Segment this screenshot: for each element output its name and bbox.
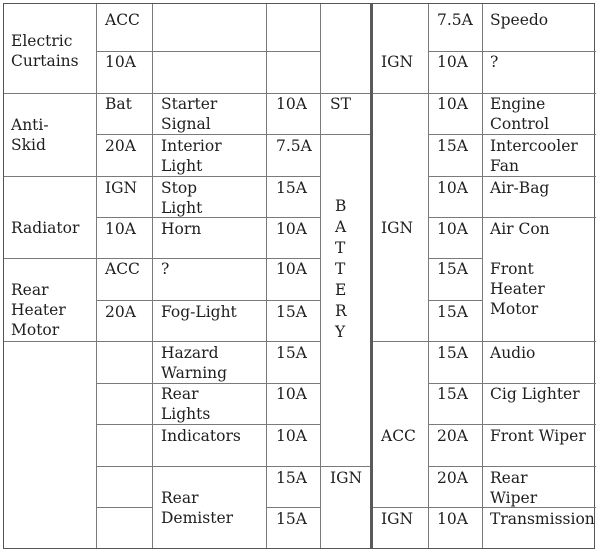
grid-line: [428, 217, 596, 218]
fuse-rating: 20A: [437, 469, 468, 487]
grid-line: [428, 134, 596, 135]
fuse-label: Audio: [490, 344, 536, 362]
fuse-rating: 10A: [276, 220, 307, 238]
fuse-label: Indicators: [161, 427, 241, 445]
fuse-rating: 15A: [276, 344, 307, 362]
fuse-rating: 10A: [437, 179, 468, 197]
grid-line: [96, 217, 320, 218]
supply-label: ACC: [381, 427, 416, 445]
fuse-label: Air Con: [490, 220, 550, 238]
grid-line: [96, 341, 320, 342]
grid-line: [428, 424, 596, 425]
grid-line: [266, 507, 320, 508]
grid-line: [4, 258, 96, 259]
fuse-label: Front Heater Motor: [490, 260, 545, 318]
fuse-label: Intercooler Fan: [490, 137, 578, 175]
battery-letter: A: [335, 218, 347, 236]
fuse-label: Stop Light: [161, 179, 203, 217]
fuse-rating: 15A: [276, 179, 307, 197]
fuse-rating: 15A: [276, 303, 307, 321]
grid-line: [96, 134, 370, 135]
fuse-rating: 10A: [437, 220, 468, 238]
grid-line: [4, 176, 96, 177]
fuse-rating: 10A: [437, 95, 468, 113]
group-rear-heater-motor: Rear Heater Motor: [11, 281, 66, 339]
group-rating: 20A: [105, 137, 136, 155]
supply-label: ACC: [105, 11, 140, 29]
supply-label: IGN: [381, 510, 414, 528]
fuse-label: ?: [490, 53, 499, 71]
st-label: ST: [330, 95, 351, 113]
grid-line: [428, 300, 482, 301]
fuse-rating: 10A: [276, 95, 307, 113]
fuse-rating: 15A: [437, 303, 468, 321]
fuse-label: Interior Light: [161, 137, 222, 175]
fuse-label: Engine Control: [490, 95, 550, 133]
fuse-rating: 15A: [437, 260, 468, 278]
fuse-label: Transmission: [490, 510, 595, 528]
fuse-label: ?: [161, 260, 170, 278]
fuse-label: Rear Lights: [161, 385, 211, 423]
fuse-label: Rear Demister: [161, 489, 234, 527]
grid-line: [4, 341, 96, 342]
fuse-label: Front Wiper: [490, 427, 586, 445]
battery-letter: E: [335, 281, 347, 299]
grid-line: [373, 93, 596, 94]
battery-letter: Y: [335, 323, 346, 341]
fuse-label: Fog-Light: [161, 303, 237, 321]
fuse-label: Speedo: [490, 11, 549, 29]
battery-letter: T: [335, 260, 346, 278]
fuse-rating: 10A: [276, 427, 307, 445]
fuse-rating: 10A: [276, 385, 307, 403]
group-electric-curtains: Electric Curtains: [11, 32, 79, 70]
supply-label: ACC: [105, 260, 140, 278]
group-rating: 10A: [105, 220, 136, 238]
supply-label: Bat: [105, 95, 132, 113]
grid-line: [96, 93, 370, 94]
battery-letter: T: [335, 239, 346, 257]
ign-label: IGN: [330, 469, 363, 487]
group-rating: 10A: [105, 53, 136, 71]
fuse-rating: 7.5A: [276, 137, 312, 155]
battery-letter: B: [335, 197, 347, 215]
grid-line: [373, 507, 596, 508]
fuse-label: Starter Signal: [161, 95, 218, 133]
grid-line: [96, 424, 320, 425]
grid-line: [428, 176, 596, 177]
supply-label: IGN: [381, 53, 414, 71]
fuse-rating: 20A: [437, 427, 468, 445]
fuse-rating: 15A: [276, 469, 307, 487]
grid-line: [96, 466, 370, 467]
fuse-label: Hazard Warning: [161, 344, 228, 382]
fuse-rating: 10A: [437, 53, 468, 71]
grid-line: [370, 4, 373, 548]
fuse-rating: 15A: [437, 137, 468, 155]
group-rating: 20A: [105, 303, 136, 321]
battery-letter: R: [335, 302, 347, 320]
fuse-label: Rear Wiper: [490, 469, 538, 507]
grid-line: [96, 176, 320, 177]
grid-line: [4, 93, 96, 94]
supply-label: IGN: [105, 179, 138, 197]
fuse-rating: 10A: [437, 510, 468, 528]
fuse-rating: 15A: [276, 510, 307, 528]
fuse-label: Air-Bag: [490, 179, 550, 197]
fuse-rating: 10A: [276, 260, 307, 278]
grid-line: [96, 507, 152, 508]
fuse-label: Horn: [161, 220, 202, 238]
fuse-rating: 7.5A: [437, 11, 473, 29]
fuse-rating: 15A: [437, 385, 468, 403]
group-radiator: Radiator: [11, 219, 80, 237]
grid-line: [373, 341, 596, 342]
fuse-label: Cig Lighter: [490, 385, 580, 403]
group-anti-skid: Anti- Skid: [11, 116, 49, 154]
fuse-rating: 15A: [437, 344, 468, 362]
grid-line: [428, 466, 596, 467]
grid-line: [96, 300, 320, 301]
supply-label: IGN: [381, 219, 414, 237]
